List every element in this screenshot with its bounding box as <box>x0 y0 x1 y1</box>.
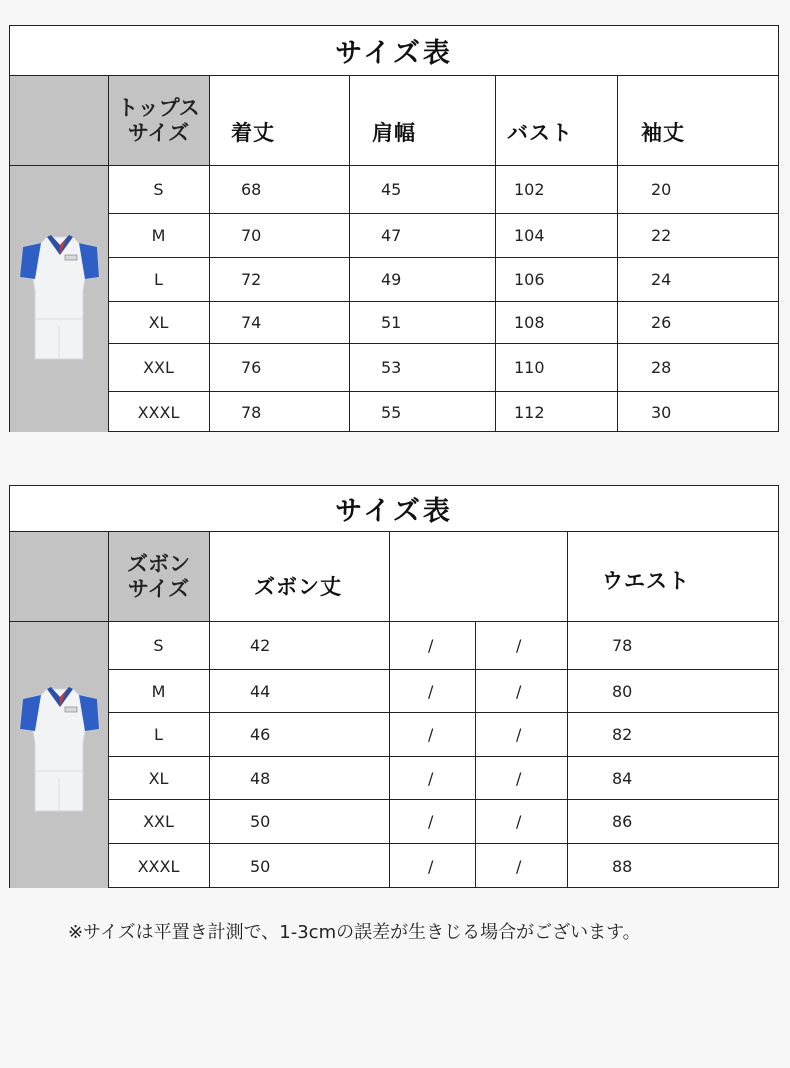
tops-col-length: 着丈 <box>231 121 275 145</box>
size-label: XXXL <box>137 402 180 422</box>
size-label: L <box>154 725 163 744</box>
pants-col-length: ズボン丈 <box>254 575 342 599</box>
size-label: XXXL <box>137 856 180 876</box>
blank-value: / <box>428 636 434 655</box>
bust-value: 102 <box>514 180 545 199</box>
tops-col-sleeve: 袖丈 <box>641 121 685 145</box>
length-value: 76 <box>241 358 262 377</box>
pants-size-table <box>9 485 779 888</box>
shoulder-value: 51 <box>381 313 402 332</box>
bust-value: 108 <box>514 313 545 332</box>
pants-table-title: サイズ表 <box>10 486 778 532</box>
blank-value: / <box>428 812 434 831</box>
waist-value: 88 <box>612 856 633 876</box>
tops-image-header-cell <box>10 76 108 166</box>
bust-value: 110 <box>514 358 545 377</box>
uniform-image <box>19 683 101 813</box>
blank-value: / <box>516 768 522 788</box>
blank-value: / <box>516 636 522 655</box>
pants-length-value: 50 <box>250 856 271 876</box>
size-label: M <box>151 226 166 245</box>
length-value: 74 <box>241 313 262 332</box>
shoulder-value: 49 <box>381 270 402 289</box>
size-label: M <box>151 681 166 701</box>
shoulder-value: 55 <box>381 402 402 422</box>
pants-size-header: ズボン サイズ <box>127 552 190 601</box>
blank-value: / <box>428 725 434 744</box>
pants-col-waist: ウエスト <box>602 569 690 593</box>
shoulder-value: 47 <box>381 226 402 245</box>
pants-length-value: 44 <box>250 681 271 701</box>
sleeve-value: 28 <box>651 358 672 377</box>
size-label: XL <box>148 768 169 788</box>
pants-length-value: 48 <box>250 768 271 788</box>
blank-value: / <box>516 725 522 744</box>
waist-value: 80 <box>612 681 633 701</box>
sleeve-value: 30 <box>651 402 672 422</box>
pants-length-value: 46 <box>250 725 271 744</box>
size-label: S <box>153 636 164 655</box>
waist-value: 78 <box>612 636 633 655</box>
waist-value: 86 <box>612 812 633 831</box>
tops-size-header: トップス サイズ <box>117 96 200 145</box>
length-value: 78 <box>241 402 262 422</box>
size-label: S <box>153 180 164 199</box>
bust-value: 104 <box>514 226 545 245</box>
sleeve-value: 20 <box>651 180 672 199</box>
pants-length-value: 50 <box>250 812 271 831</box>
tops-col-shoulder: 肩幅 <box>372 121 416 145</box>
blank-value: / <box>428 768 434 788</box>
sleeve-value: 24 <box>651 270 672 289</box>
size-label: XXL <box>143 812 174 831</box>
blank-value: / <box>516 681 522 701</box>
blank-value: / <box>428 681 434 701</box>
size-label: XXL <box>143 358 174 377</box>
blank-value: / <box>516 812 522 831</box>
measurement-note: ※サイズは平置き計測で、1-3cmの誤差が生きじる場合がございます。 <box>68 922 641 943</box>
bust-value: 112 <box>514 402 545 422</box>
length-value: 68 <box>241 180 262 199</box>
tops-col-bust: バスト <box>507 121 573 145</box>
size-label: L <box>154 270 163 289</box>
blank-value: / <box>428 856 434 876</box>
length-value: 72 <box>241 270 262 289</box>
uniform-image <box>19 231 101 361</box>
length-value: 70 <box>241 226 262 245</box>
tops-size-table <box>9 25 779 432</box>
shoulder-value: 53 <box>381 358 402 377</box>
tops-table-title: サイズ表 <box>10 26 778 76</box>
sleeve-value: 26 <box>651 313 672 332</box>
waist-value: 84 <box>612 768 633 788</box>
shoulder-value: 45 <box>381 180 402 199</box>
bust-value: 106 <box>514 270 545 289</box>
waist-value: 82 <box>612 725 633 744</box>
blank-value: / <box>516 856 522 876</box>
pants-image-header-cell <box>10 532 108 622</box>
sleeve-value: 22 <box>651 226 672 245</box>
size-label: XL <box>148 313 169 332</box>
pants-length-value: 42 <box>250 636 271 655</box>
